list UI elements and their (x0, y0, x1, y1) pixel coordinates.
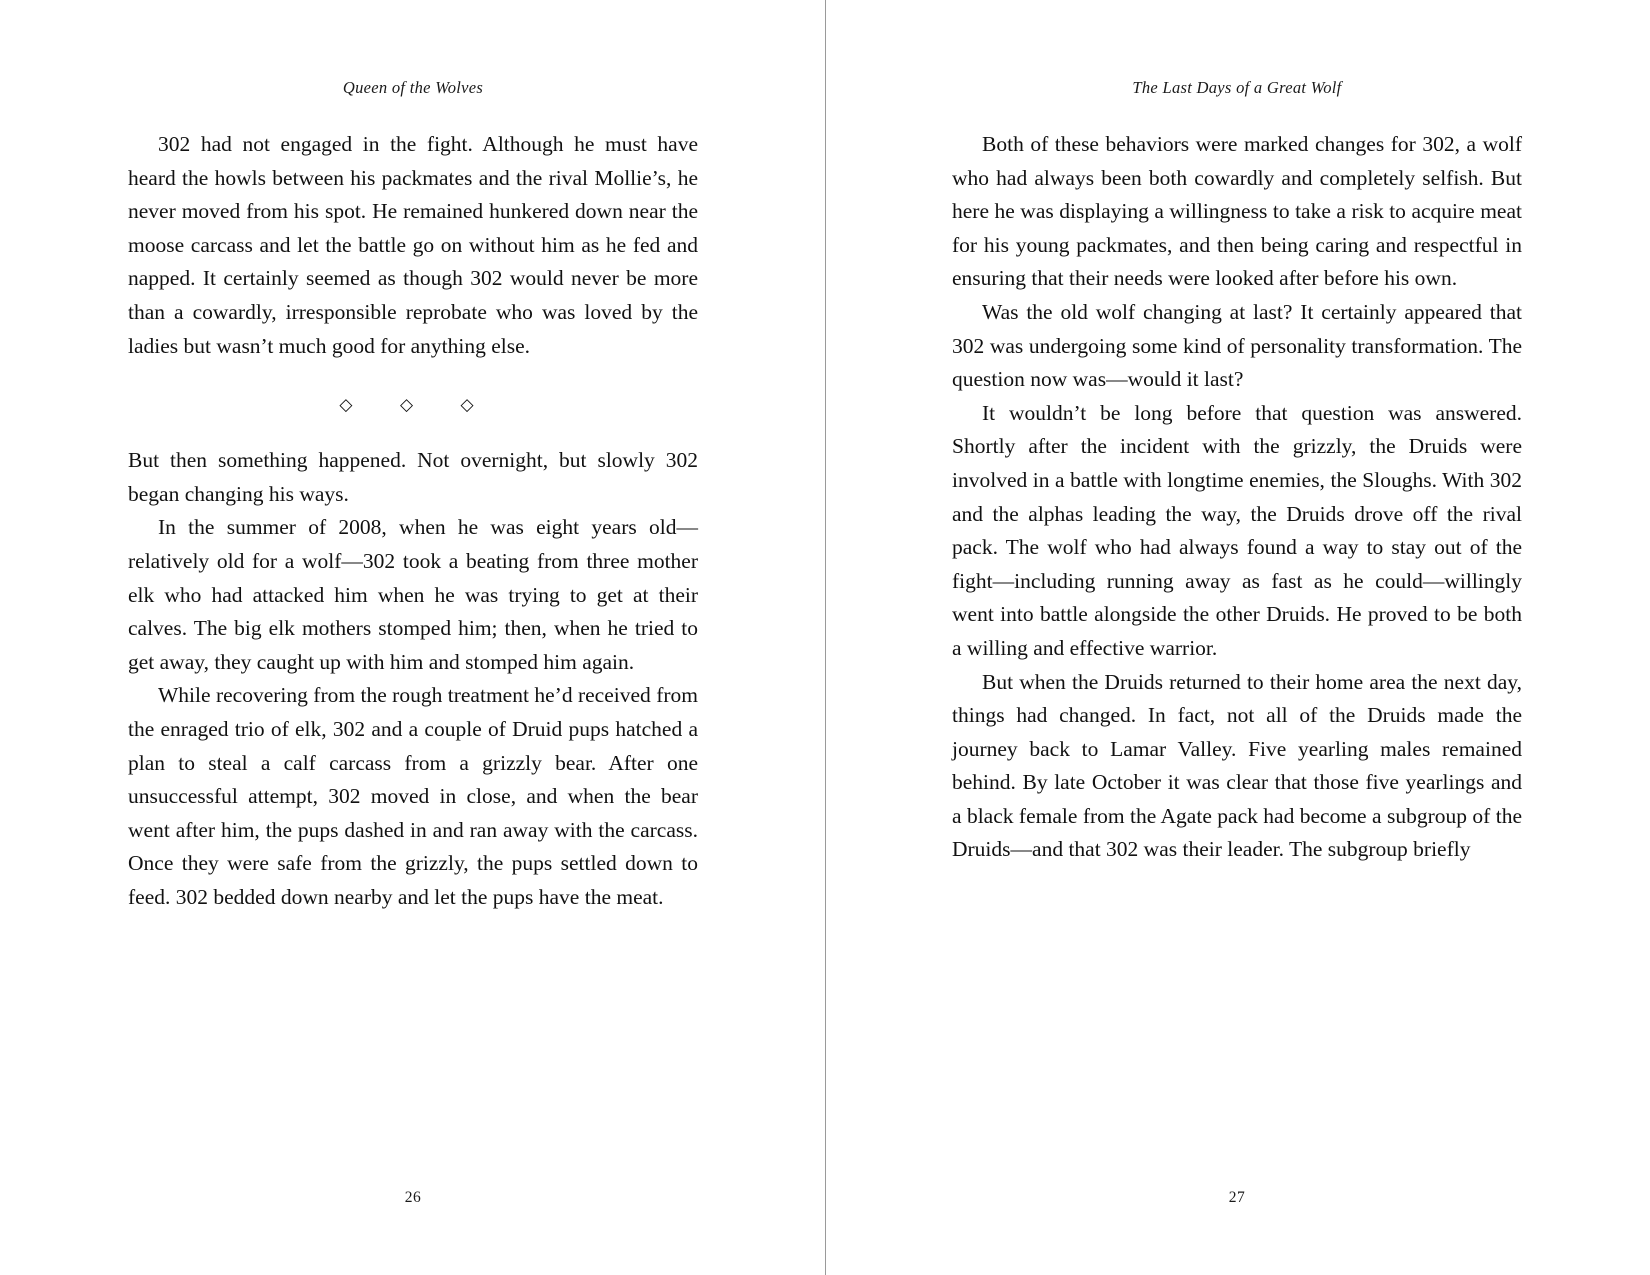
paragraph: While recovering from the rough treatment he’d received from the enraged trio of elk, 302 and a couple of Druid pups hatched a plan to steal a calf carcass from a grizzly bear. After one unsuccessful attempt, 302 moved in close, and when the bear went after him, the pups dashed in and ran away with the carcass. Once they were safe from the grizzly, the pups settled down to feed. 302 bedded down nearby and let the pups have the meat. (128, 683, 698, 909)
section-break-ornament: ◇ ◇ ◇ (339, 395, 487, 415)
right-page-text-block (952, 78, 1522, 1138)
left-page-text-block (128, 78, 698, 1138)
paragraph: In the summer of 2008, when he was eight years old—relatively old for a wolf—302 took a beating from three mother elk who had attacked him when he was trying to get at their calves. The big elk mothers stomped him; then, when he tried to get away, they caught up with him and stomped him again. (128, 515, 698, 674)
paragraph: But then something happened. Not overnight, but slowly 302 began changing his ways. (128, 448, 698, 506)
right-running-head: The Last Days of a Great Wolf (1132, 78, 1342, 97)
paragraph: Both of these behaviors were marked changes for 302, a wolf who had always been both cowardly and completely selfish. But here he was displaying a willingness to take a risk to acquire meat for his young packmates, and then being caring and respectful in ensuring that their needs were looked after before his own. (952, 132, 1522, 291)
right-page (825, 0, 1650, 1275)
paragraph: Was the old wolf changing at last? It certainly appeared that 302 was undergoing some kind of personality transformation. The question now was—would it last? (952, 299, 1522, 392)
left-body-text (128, 128, 698, 914)
left-page-number: 26 (404, 1189, 422, 1206)
paragraph: But when the Druids returned to their home area the next day, things had changed. In fact, not all of the Druids made the journey back to Lamar Valley. Five yearling males remained behind. By late October it was clear that those five yearlings and a black female from the Agate pack had become a subgroup of the Druids—and that 302 was their leader. The subgroup briefly (952, 669, 1522, 862)
right-body-text (952, 128, 1522, 867)
right-page-number: 27 (1228, 1189, 1246, 1206)
left-running-head: Queen of the Wolves (342, 78, 484, 97)
paragraph: 302 had not engaged in the fight. Although he must have heard the howls between his packmates and the rival Mollie’s, he never moved from his spot. He remained hunkered down near the moose carcass and let the battle go on without him as he fed and napped. It certainly seemed as though 302 would never be more than a cowardly, irresponsible reprobate who was loved by the ladies but wasn’t much good for anything else. (128, 132, 698, 358)
paragraph: It wouldn’t be long before that question was answered. Shortly after the incident with the grizzly, the Druids were involved in a battle with longtime enemies, the Sloughs. With 302 and the alphas leading the way, the Druids drove off the rival pack. The wolf who had always found a way to stay out of the fight—including running away as fast as he could—willingly went into battle alongside the other Druids. He proved to be both a willing and effective warrior. (952, 400, 1522, 660)
